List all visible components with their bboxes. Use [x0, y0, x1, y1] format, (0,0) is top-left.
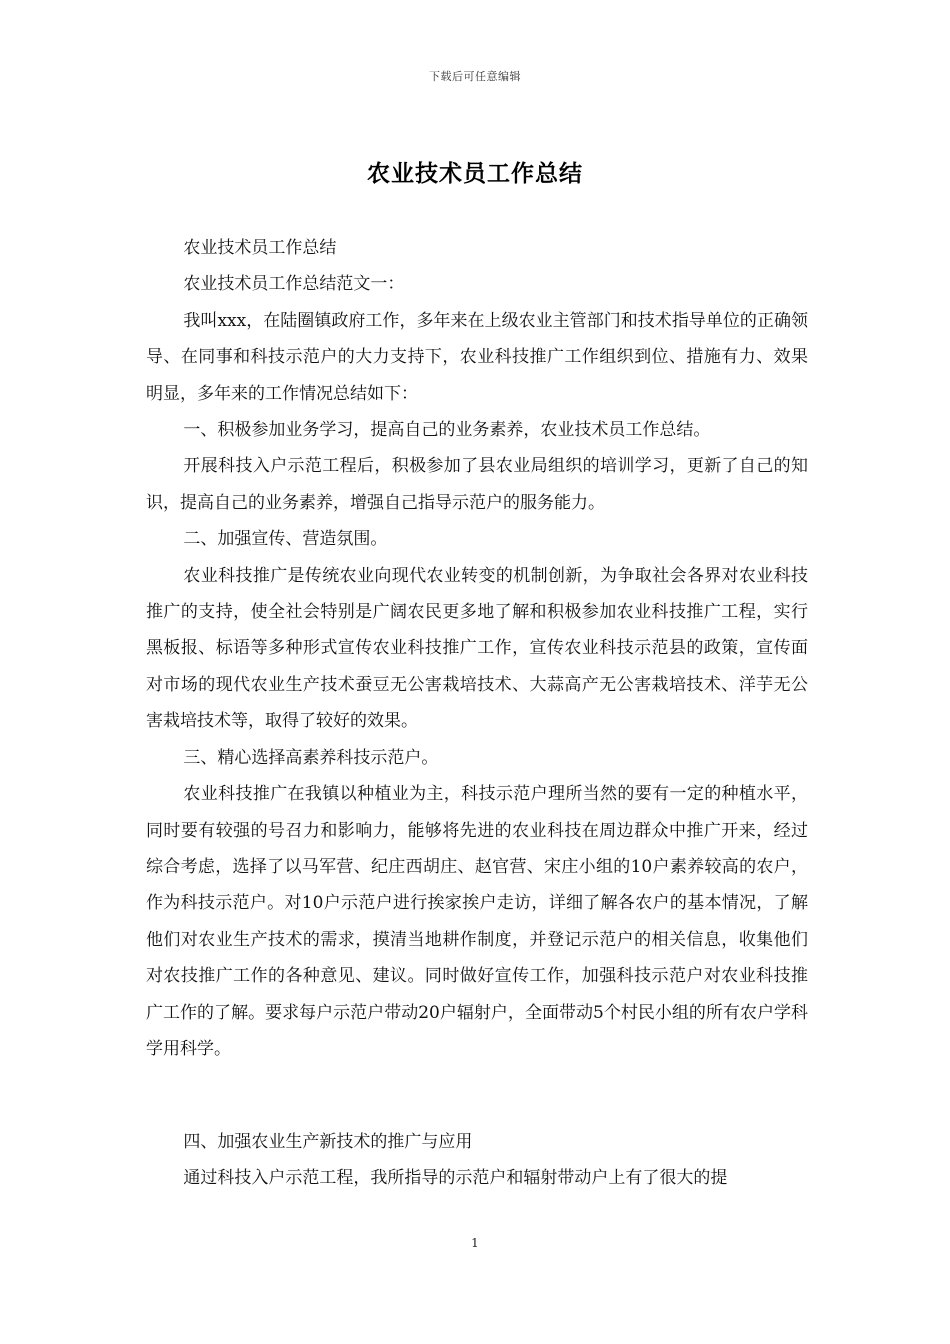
paragraph-intro: 我叫xxx，在陆圈镇政府工作，多年来在上级农业主管部门和技术指导单位的正确领导、在同事和科技示范户的大力支持下，农业科技推广工作组织到位、措施有力、效果明显，多年来的工作情况总结如下：: [146, 310, 808, 404]
document-title: 农业技术员工作总结: [367, 160, 583, 187]
section-heading-3: 三、精心选择高素养科技示范户。: [183, 747, 439, 768]
paragraph-section-1: 开展科技入户示范工程后，积极参加了县农业局组织的培训学习，更新了自己的知识，提高自己的业务素养，增强自己指导示范户的服务能力。: [146, 456, 808, 513]
section-heading-4: 四、加强农业生产新技术的推广与应用: [183, 1132, 473, 1152]
page-number: 1: [471, 1236, 479, 1250]
document-body: [146, 230, 808, 1067]
paragraph-section-2: 农业科技推广是传统农业向现代农业转变的机制创新，为争取社会各界对农业科技推广的支持，使全社会特别是广阔农民更多地了解和积极参加农业科技推广工程，实行黑板报、标语等多种形式宣传农业科技推广工作，宣传农业科技示范县的政策，宣传面对市场的现代农业生产技术蚕豆无公害栽培技术、大蒜高产无公害栽培技术、洋芋无公害栽培技术等，取得了较好的效果。: [146, 565, 808, 732]
page-header: 下载后可任意编辑: [429, 70, 521, 83]
paragraph-subheading: 农业技术员工作总结范文一：: [183, 274, 405, 295]
paragraph-heading: 农业技术员工作总结: [183, 238, 337, 258]
document-body-continued: [146, 1124, 808, 1197]
paragraph-section-3: 农业科技推广在我镇以种植业为主，科技示范户理所当然的要有一定的种植水平，同时要有较强的号召力和影响力，能够将先进的农业科技在周边群众中推广开来，经过综合考虑，选择了以马军营、纪庄西胡庄、赵官营、宋庄小组的10户素养较高的农户，作为科技示范户。对10户示范户进行挨家挨户走访，详细了解各农户的基本情况，了解他们对农业生产技术的需求，摸清当地耕作制度，并登记示范户的相关信息，收集他们对农技推广工作的各种意见、建议。同时做好宣传工作，加强科技示范户对农业科技推广工作的了解。要求每户示范户带动20户辐射户，全面带动5个村民小组的所有农户学科学用科学。: [146, 784, 808, 1059]
section-heading-1: 一、积极参加业务学习，提高自己的业务素养，农业技术员工作总结。: [183, 420, 711, 441]
paragraph-section-4: 通过科技入户示范工程，我所指导的示范户和辐射带动户上有了很大的提: [183, 1168, 728, 1189]
section-heading-2: 二、加强宣传、营造氛围。: [183, 529, 388, 550]
